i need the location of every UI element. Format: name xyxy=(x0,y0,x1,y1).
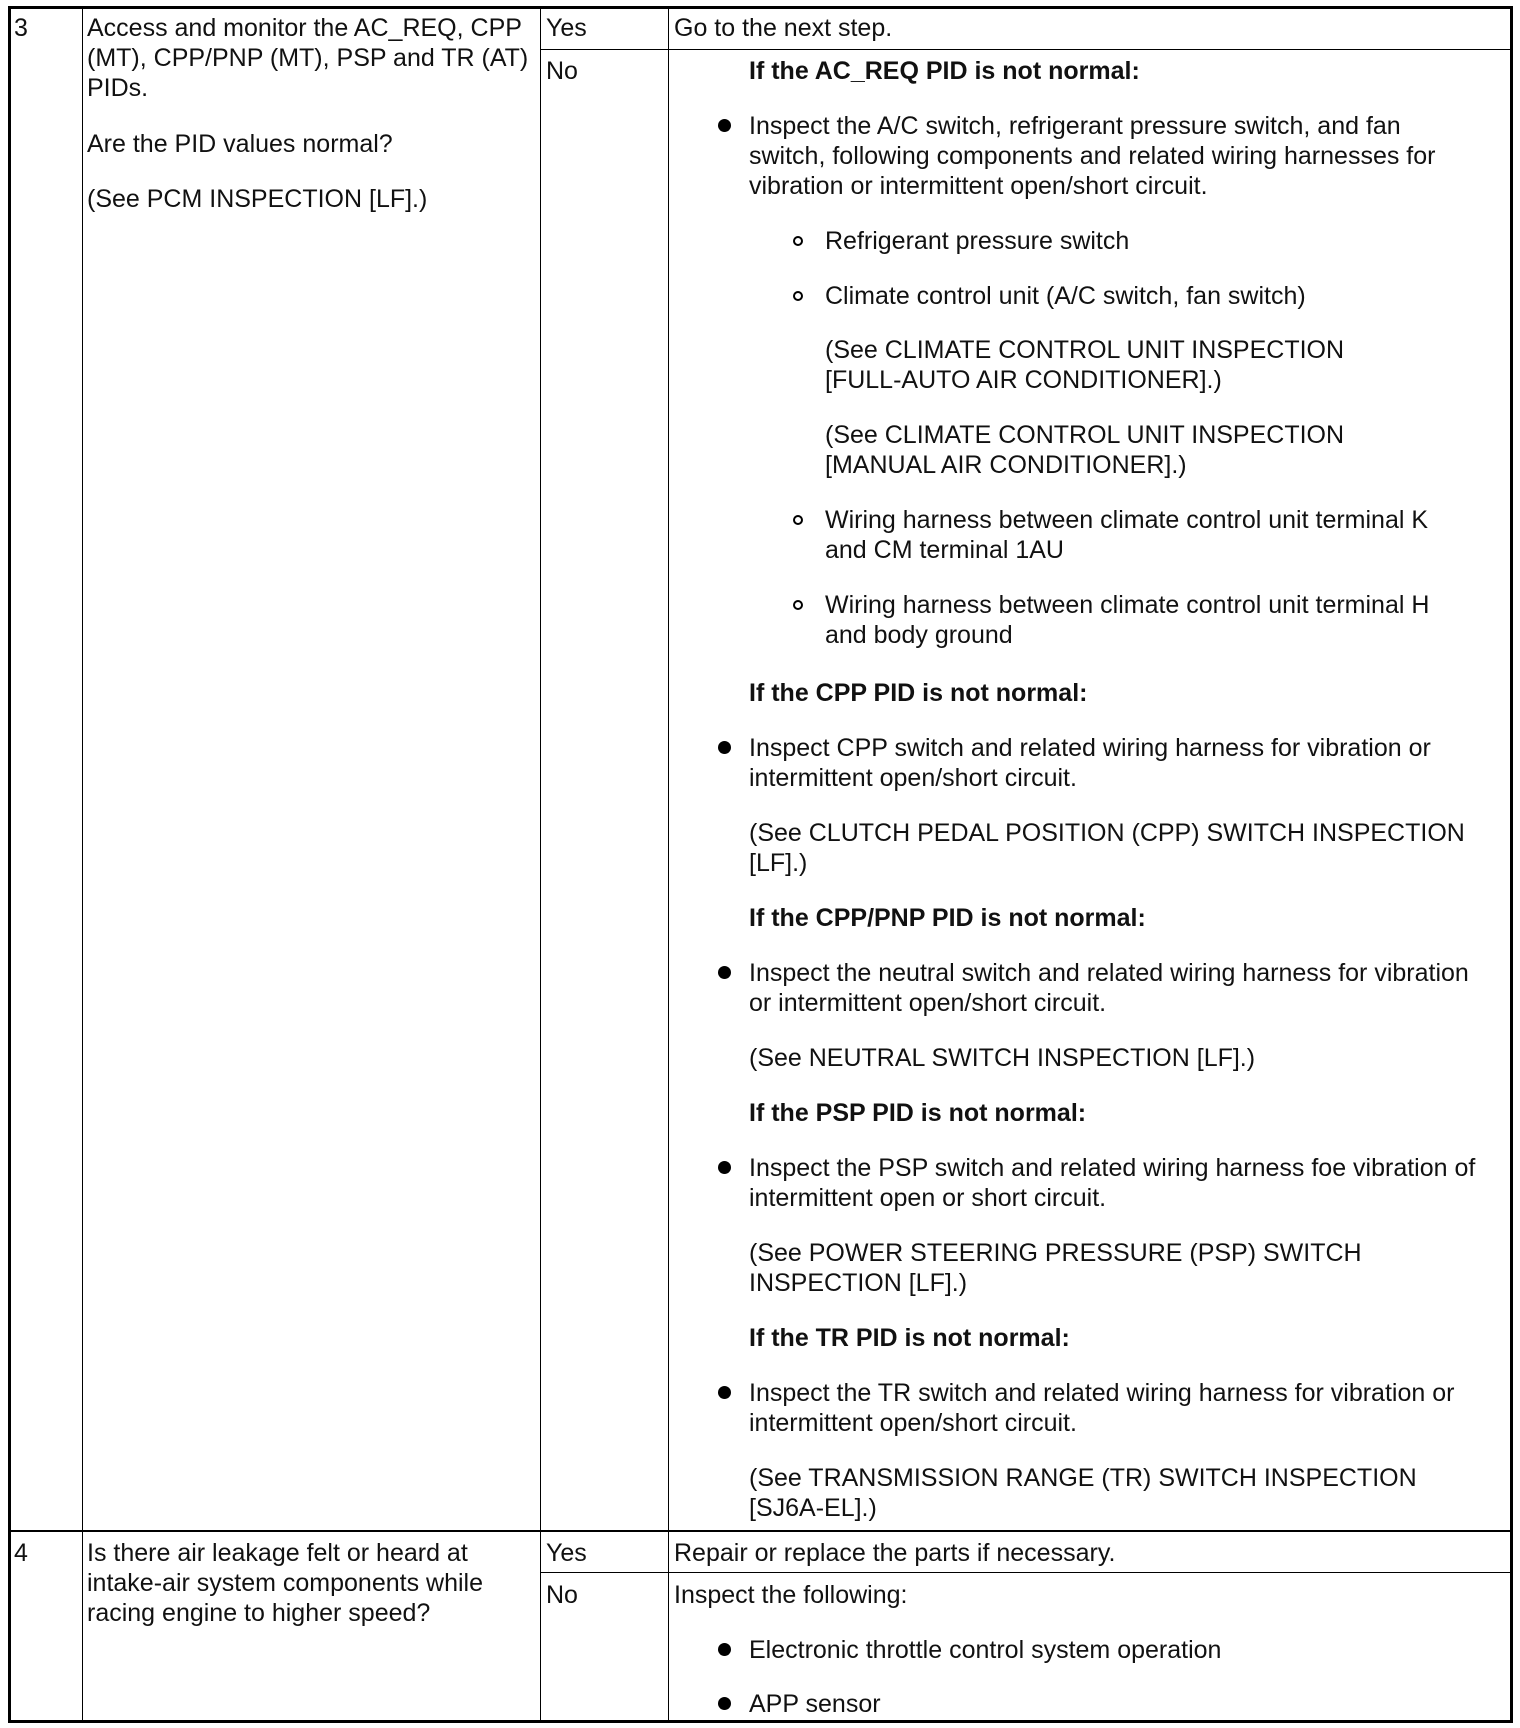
bullet-text: Inspect the PSP switch and related wiring harness foe vibration of intermittent open or short circuit. xyxy=(749,1154,1476,1212)
bullet-text: Inspect CPP switch and related wiring harness for vibration or intermittent open/short circuit. xyxy=(749,734,1431,792)
bullet-text: Inspect the A/C switch, refrigerant pressure switch, and fan switch, following components and related wiring harnesses for vibration or intermittent open/short circuit. xyxy=(749,112,1436,200)
list-item: APP sensor xyxy=(749,1690,881,1718)
bullet-icon xyxy=(718,1161,731,1174)
bullet-text: Inspect the neutral switch and related wiring harness for vibration or intermittent open/short circuit. xyxy=(749,959,1469,1017)
question-reference: (See PCM INSPECTION [LF].) xyxy=(87,185,428,213)
sub-bullet-text: Climate control unit (A/C switch, fan switch) xyxy=(825,282,1306,310)
condition-heading: If the PSP PID is not normal: xyxy=(749,1099,1087,1127)
sub-bullet-icon xyxy=(793,236,803,246)
yes-action: Go to the next step. xyxy=(674,14,893,42)
sub-bullet-text: Wiring harness between climate control unit terminal H and body ground xyxy=(825,591,1430,649)
reference-text: (See CLUTCH PEDAL POSITION (CPP) SWITCH INSPECTION [LF].) xyxy=(749,819,1465,877)
col-divider-1 xyxy=(82,9,83,1720)
sub-bullet-text: Wiring harness between climate control unit terminal K and CM terminal 1AU xyxy=(825,506,1429,564)
condition-heading: If the AC_REQ PID is not normal: xyxy=(749,57,1140,85)
col-divider-3 xyxy=(668,9,669,1720)
condition-heading: If the CPP/PNP PID is not normal: xyxy=(749,904,1146,932)
yes-label: Yes xyxy=(546,1539,587,1567)
step-number: 3 xyxy=(14,14,28,42)
col-divider-2 xyxy=(540,9,541,1720)
no-intro: Inspect the following: xyxy=(674,1581,908,1609)
question-text: Access and monitor the AC_REQ, CPP (MT), CPP/PNP (MT), PSP and TR (AT) PIDs. xyxy=(87,14,529,102)
list-item: Electronic throttle control system operation xyxy=(749,1636,1222,1664)
sub-bullet-icon xyxy=(793,291,803,301)
bullet-icon xyxy=(718,1643,731,1656)
reference-text: (See NEUTRAL SWITCH INSPECTION [LF].) xyxy=(749,1044,1256,1072)
row3-yes-no-divider xyxy=(540,49,1510,50)
row4-yes-no-divider xyxy=(540,1572,1510,1573)
bullet-icon xyxy=(718,119,731,132)
bullet-icon xyxy=(718,966,731,979)
condition-heading: If the TR PID is not normal: xyxy=(749,1324,1070,1352)
bullet-icon xyxy=(718,741,731,754)
reference-text: (See POWER STEERING PRESSURE (PSP) SWITCH INSPECTION [LF].) xyxy=(749,1239,1362,1297)
yes-action: Repair or replace the parts if necessary. xyxy=(674,1539,1116,1567)
no-label: No xyxy=(546,1581,578,1609)
row-divider xyxy=(11,1530,1510,1532)
reference-text: (See TRANSMISSION RANGE (TR) SWITCH INSPECTION [SJ6A-EL].) xyxy=(749,1464,1417,1522)
sub-bullet-icon xyxy=(793,515,803,525)
yes-label: Yes xyxy=(546,14,587,42)
sub-bullet-icon xyxy=(793,600,803,610)
question-text: Is there air leakage felt or heard at intake-air system components while racing engine to higher speed? xyxy=(87,1539,483,1627)
bullet-icon xyxy=(718,1697,731,1710)
condition-heading: If the CPP PID is not normal: xyxy=(749,679,1088,707)
step-number: 4 xyxy=(14,1539,28,1567)
bullet-icon xyxy=(718,1386,731,1399)
bullet-text: Inspect the TR switch and related wiring harness for vibration or intermittent open/short circuit. xyxy=(749,1379,1455,1437)
reference-text: (See CLIMATE CONTROL UNIT INSPECTION [FULL-AUTO AIR CONDITIONER].) xyxy=(825,336,1345,394)
no-label: No xyxy=(546,57,578,85)
question-prompt: Are the PID values normal? xyxy=(87,130,393,158)
sub-bullet-text: Refrigerant pressure switch xyxy=(825,227,1130,255)
reference-text: (See CLIMATE CONTROL UNIT INSPECTION [MANUAL AIR CONDITIONER].) xyxy=(825,421,1345,479)
